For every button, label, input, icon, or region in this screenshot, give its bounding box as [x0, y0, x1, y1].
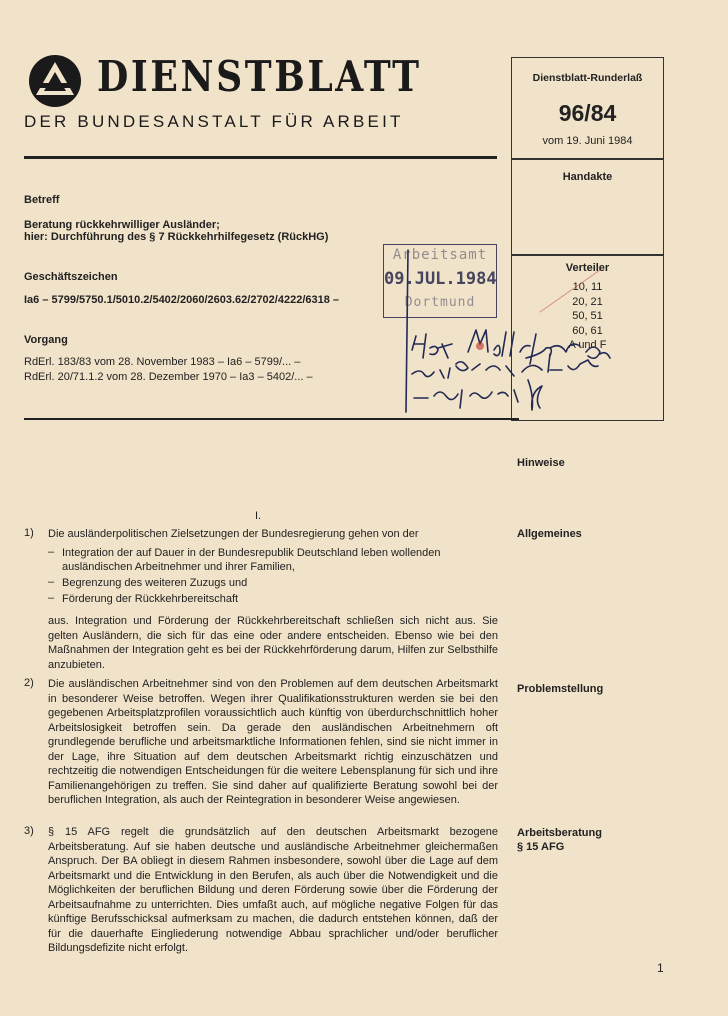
bullet-dash: – — [48, 546, 55, 558]
box-divider — [512, 158, 663, 160]
paragraph-1-intro: Die ausländerpolitischen Zielsetzungen der Bundesregierung gehen von der — [48, 528, 419, 540]
paragraph-1-number: 1) — [24, 527, 34, 539]
betreff-line-2: hier: Durchführung des § 7 Rückkehrhilfegesetz (RückHG) — [24, 231, 329, 243]
geschaeftszeichen-label: Geschäftszeichen — [24, 271, 118, 283]
bullet-dash: – — [48, 592, 55, 604]
betreff-label: Betreff — [24, 194, 60, 206]
margin-arbeitsberatung: Arbeitsberatung — [517, 827, 602, 839]
margin-afg-15: § 15 AFG — [517, 841, 565, 853]
header-bottom-divider — [24, 418, 519, 420]
margin-problemstellung: Problemstellung — [517, 683, 604, 695]
stamp-date: 09.JUL.1984 — [384, 269, 497, 289]
paragraph-1-bullet-1: Integration der auf Dauer in der Bundesrepublik Deutschland leben wollenden ausländischen Arbeitnehmer und ihrer Familien, — [62, 547, 441, 573]
stamp-city: Dortmund — [404, 295, 476, 310]
geschaeftszeichen-value: Ia6 – 5799/5750.1/5010.2/5402/2060/2603.62/2702/4222/6318 – — [24, 294, 340, 306]
verteiler-label: Verteiler — [565, 262, 610, 274]
verteiler-item: 20, 21 — [572, 295, 603, 308]
stamp-office: Arbeitsamt — [392, 247, 488, 263]
paragraph-3-text: § 15 AFG regelt die grundsätzlich auf den deutschen Arbeitsmarkt bezogene Arbeitsberatung. Auf sie haben deutsche und ausländische Arbeitnehmer gleichermaßen Anspruch. Der BA obliegt in diesem Rahmen insbesondere, sowohl über die Lage auf dem Arbeitsmarkt und die Entwicklung in den Berufen, als auch über die Notwendigkeit und die Möglichkeiten der beruflichen Bildung und deren Förderung sowie über die Förderung der Arbeitsaufnahme zu unterrichten. Dies umfaßt auch, auf mögliche negative Folgen für das künftige Berufsschicksal aufmerksam zu machen, die dadurch entstehen können, daß der für die dauerhafte Eingliederung notwendige Abbau sprachlicher und/oder beruflicher Bildungsdefizite nicht erfolgt. — [48, 826, 498, 954]
paragraph-1-bullet-3: Förderung der Rückkehrbereitschaft — [62, 593, 239, 605]
paragraph-2-number: 2) — [24, 677, 34, 689]
verteiler-item: A und F — [568, 339, 607, 351]
verteiler-item: 50, 51 — [572, 310, 603, 322]
page-number: 1 — [657, 961, 664, 975]
circular-label: Dienstblatt-Runderlaß — [532, 72, 643, 84]
verteiler-item: 10, 11 — [572, 281, 603, 293]
bullet-dash: – — [48, 576, 55, 588]
handwritten-annotation-icon — [390, 240, 630, 420]
document-title: DIENSTBLATT — [97, 52, 422, 101]
document-subtitle: DER BUNDESANSTALT FÜR ARBEIT — [24, 112, 404, 131]
vorgang-label: Vorgang — [24, 334, 68, 346]
vorgang-line-1: RdErl. 183/83 vom 28. November 1983 – Ia6 – 5799/... – — [24, 356, 301, 368]
paragraph-1-bullet-2: Begrenzung des weiteren Zuzugs und — [62, 577, 248, 589]
margin-allgemeines: Allgemeines — [517, 528, 582, 540]
ba-logo-icon — [27, 53, 83, 109]
betreff-line-1: Beratung rückkehrwilliger Ausländer; — [24, 219, 220, 231]
circular-date: vom 19. Juni 1984 — [542, 135, 633, 147]
paragraph-2-text: Die ausländischen Arbeitnehmer sind von den Problemen auf dem deutschen Arbeitsmarkt in besonderer Weise betroffen. Wegen ihrer Qualifikationsstrukturen werden sie bei den gegebenen Arbeitsplatzprofilen voraussichtlich auch künftig von überdurchschnittlich hoher Arbeitslosigkeit betroffen sein. Da gerade den ausländischen Arbeitnehmern oft grundlegende berufliche und arbeitsmarktliche Informationen fehlen, sind sie nicht immer in der Lage, ihre Situation auf dem deutschen Arbeitsmarkt richtig einzuschätzen und rechtzeitig die notwendigen Entscheidungen für die weitere Lebensplanung für sich und ihre Familienangehörigen zu treffen. Sie sind daher auf qualifizierte Beratung sowohl bei der beruflichen Integration, als auch der Reintegration in besonderer Weise angewiesen. — [48, 678, 498, 806]
paragraph-3-number: 3) — [24, 825, 34, 837]
hinweise-label: Hinweise — [517, 457, 565, 469]
verteiler-item: 60, 61 — [572, 324, 603, 337]
paragraph-1-rest: aus. Integration und Förderung der Rückkehrbereitschaft schließen sich nicht aus. Sie gelten Ausländern, die sich für das eine oder andere entscheiden. Ebenso wie bei den Maßnahmen der Integration geht es bei der Rückkehrförderung darum, Hilfen zur Selbsthilfe anzubieten. — [48, 615, 498, 671]
vorgang-line-2: RdErl. 20/71.1.2 vom 28. Dezember 1970 – Ia3 – 5402/... – — [24, 371, 313, 383]
circular-number: 96/84 — [558, 100, 617, 126]
header-divider — [24, 156, 497, 159]
section-number: I. — [255, 510, 262, 522]
handakte-label: Handakte — [562, 171, 613, 183]
